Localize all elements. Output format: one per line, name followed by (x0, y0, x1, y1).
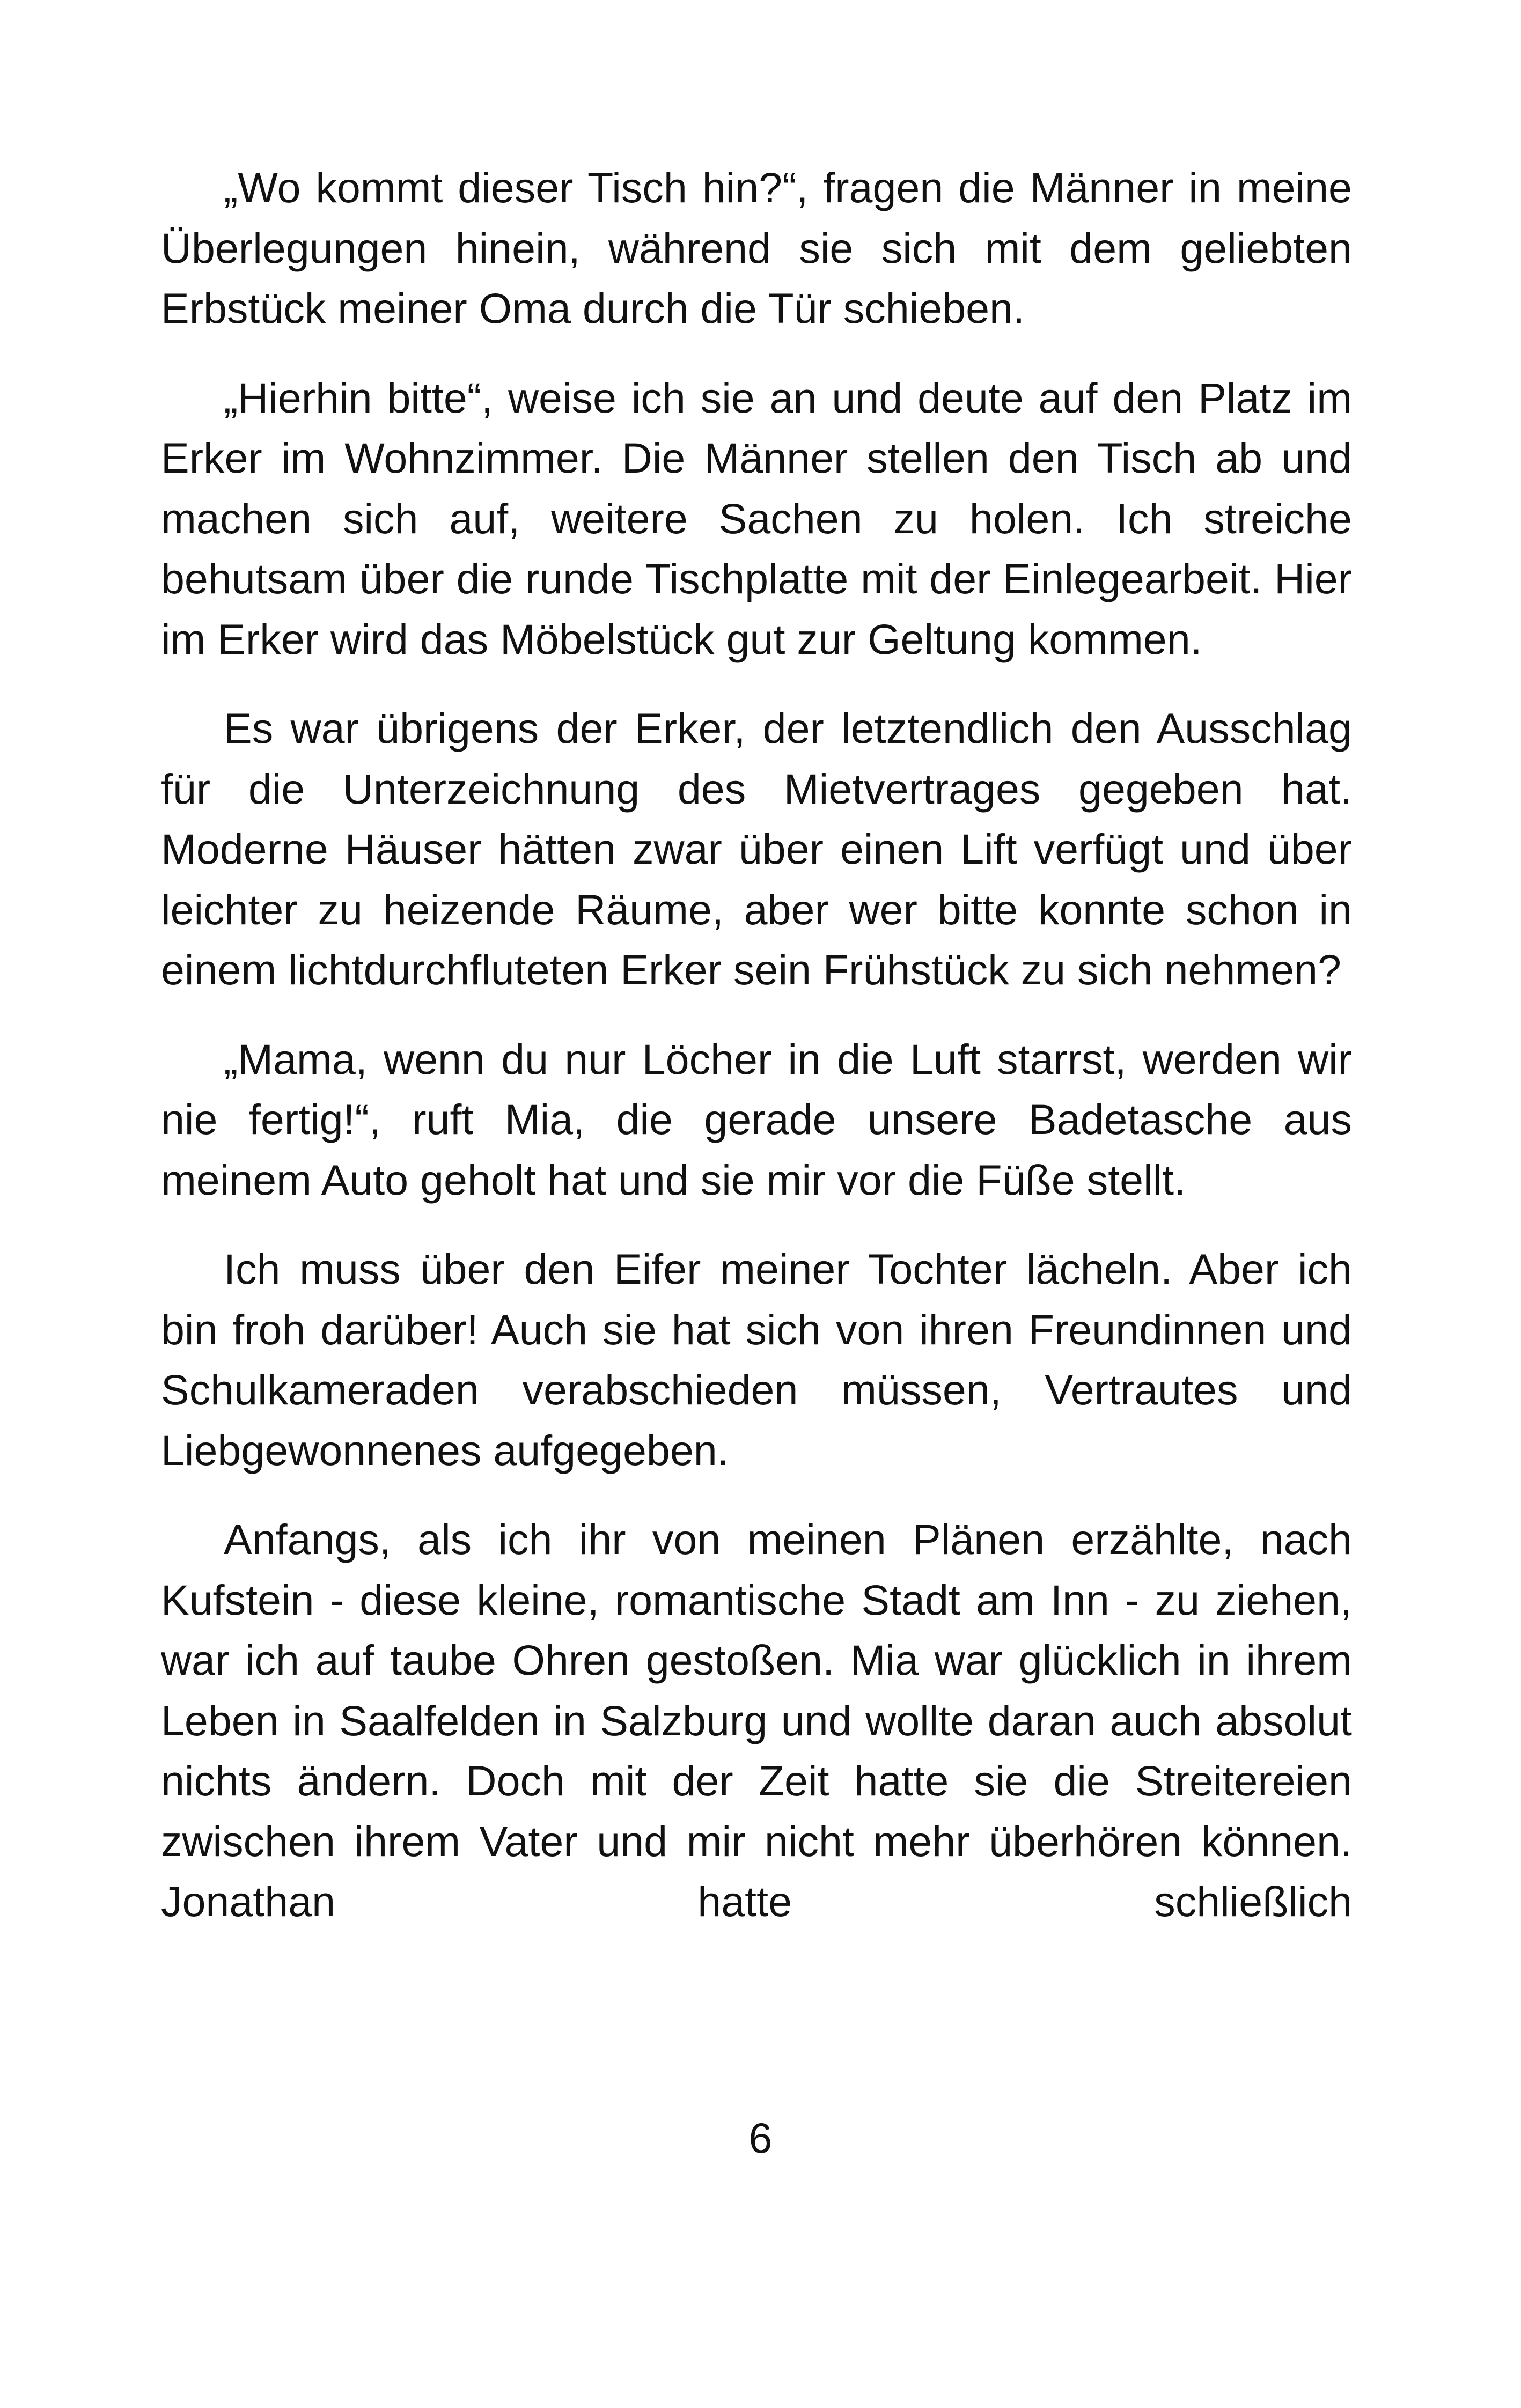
paragraph-5: Ich muss über den Eifer meiner Tochter lächeln. Aber ich bin froh darüber! Auch sie hat sich von ihren Freundinnen und Schulkameraden verabschieden müssen, Vertrautes und Liebgewonnenes aufgegeben. (161, 1245, 1352, 1474)
paragraph-3: Es war übrigens der Erker, der letztendlich den Ausschlag für die Unterzeichnung des Mietvertrages gegeben hat. Moderne Häuser hätten zwar über einen Lift verfügt und über leichter zu heizende Räume, aber wer bitte konnte schon in einem lichtdurchfluteten Erker sein Frühstück zu sich nehmen? (161, 704, 1352, 993)
paragraph-6: Anfangs, als ich ihr von meinen Plänen erzählte, nach Kufstein - diese kleine, romantische Stadt am Inn - zu ziehen, war ich auf taube Ohren gestoßen. Mia war glücklich in ihrem Leben in Saalfelden in Salzburg und wollte daran auch absolut nichts ändern. Doch mit der Zeit hatte sie die Streitereien zwischen ihrem Vater und mir nicht mehr überhören können. Jonathan hatte schließlich (161, 1515, 1352, 1925)
paragraph-1: „Wo kommt dieser Tisch hin?“, fragen die Männer in meine Überlegungen hinein, während sie sich mit dem geliebten Erbstück meiner Oma durch die Tür schieben. (161, 164, 1352, 332)
body-text (161, 158, 1352, 1932)
paragraph-4: „Mama, wenn du nur Löcher in die Luft starrst, werden wir nie fertig!“, ruft Mia, die gerade unsere Badetasche aus meinem Auto geholt hat und sie mir vor die Füße stellt. (161, 1035, 1352, 1204)
page-number: 6 (748, 2114, 773, 2162)
paragraph-2: „Hierhin bitte“, weise ich sie an und deute auf den Platz im Erker im Wohnzimmer. Die Männer stellen den Tisch ab und machen sich auf, weitere Sachen zu holen. Ich streiche behutsam über die runde Tischplatte mit der Einlegearbeit. Hier im Erker wird das Möbelstück gut zur Geltung kommen. (161, 373, 1352, 663)
